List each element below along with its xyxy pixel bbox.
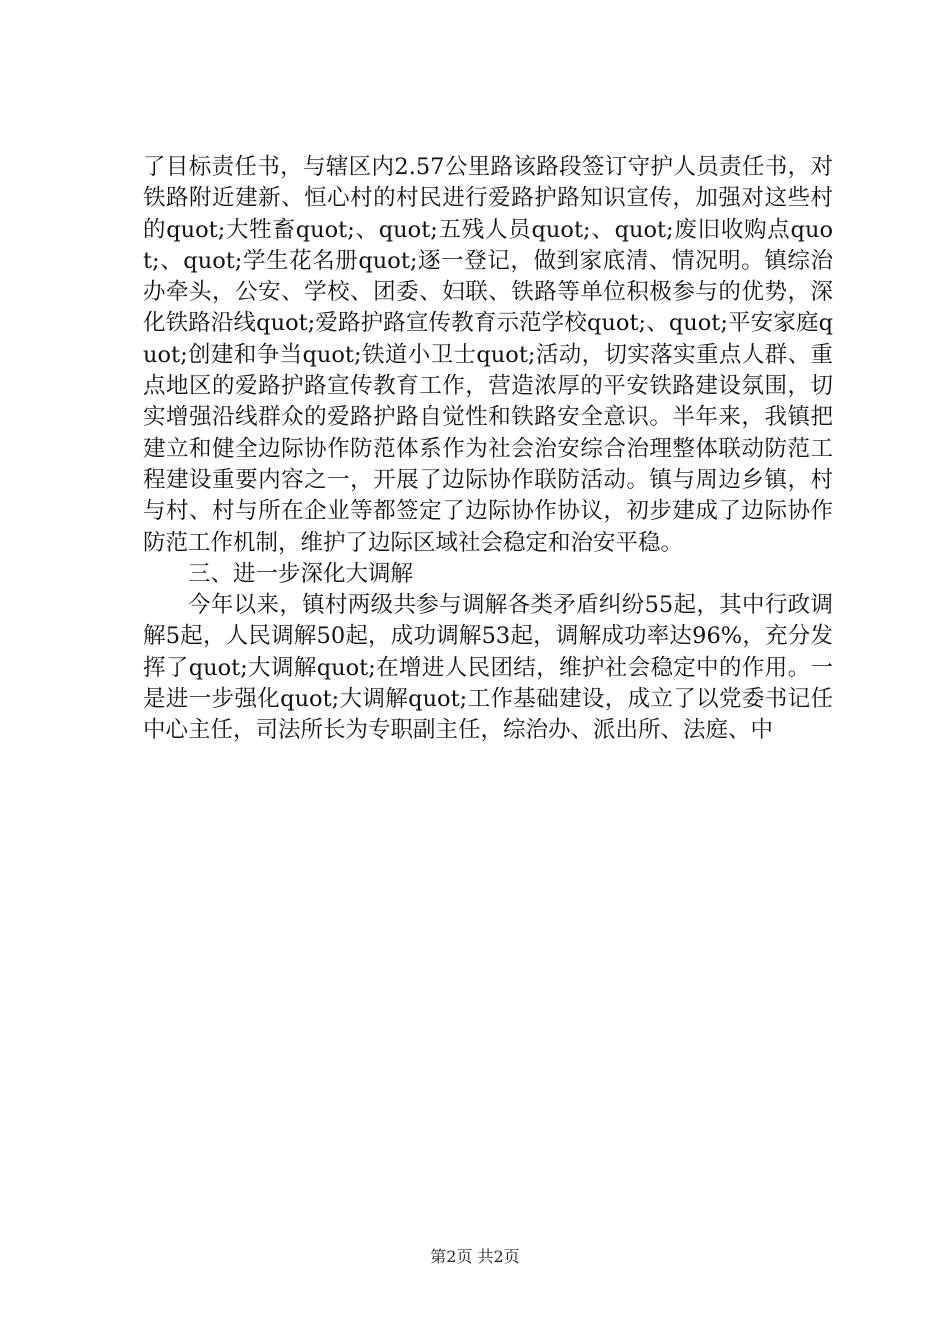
- paragraph-continued: 了目标责任书，与辖区内2.57公里路该路段签订守护人员责任书，对铁路附近建新、恒心村的村民进行爱路护路知识宣传，加强对这些村的quot;大牲畜quot;、quot;五残人员quot;、quot;废旧收购点quot;、quot;学生花名册quot;逐一登记，做到家底清、情况明。镇综治办牵头，公安、学校、团委、妇联、铁路等单位积极参与的优势，深化铁路沿线quot;爱路护路宣传教育示范学校quot;、quot;平安家庭quot;创建和争当quot;铁道小卫士quot;活动，切实落实重点人群、重点地区的爱路护路宣传教育工作，营造浓厚的平安铁路建设氛围，切实增强沿线群众的爱路护路自觉性和铁路安全意识。半年来，我镇把建立和健全边际协作防范体系作为社会治安综合治理整体联动防范工程建设重要内容之一，开展了边际协作联防活动。镇与周边乡镇，村与村、村与所在企业等都签定了边际协作协议，初步建成了边际协作防范工作机制，维护了边际区域社会稳定和治安平稳。: [143, 154, 833, 556]
- document-body: [143, 152, 833, 747]
- paragraph-mediation: 今年以来，镇村两级共参与调解各类矛盾纠纷55起，其中行政调解5起，人民调解50起，成功调解53起，调解成功率达96%，充分发挥了quot;大调解quot;在增进人民团结，维护社会稳定中的作用。一是进一步强化quot;大调解quot;工作基础建设，成立了以党委书记任中心主任，司法所长为专职副主任，综治办、派出所、法庭、中: [143, 592, 833, 744]
- section-heading: 三、进一步深化大调解: [188, 560, 414, 587]
- page-footer: 第2页 共2页: [430, 1247, 520, 1266]
